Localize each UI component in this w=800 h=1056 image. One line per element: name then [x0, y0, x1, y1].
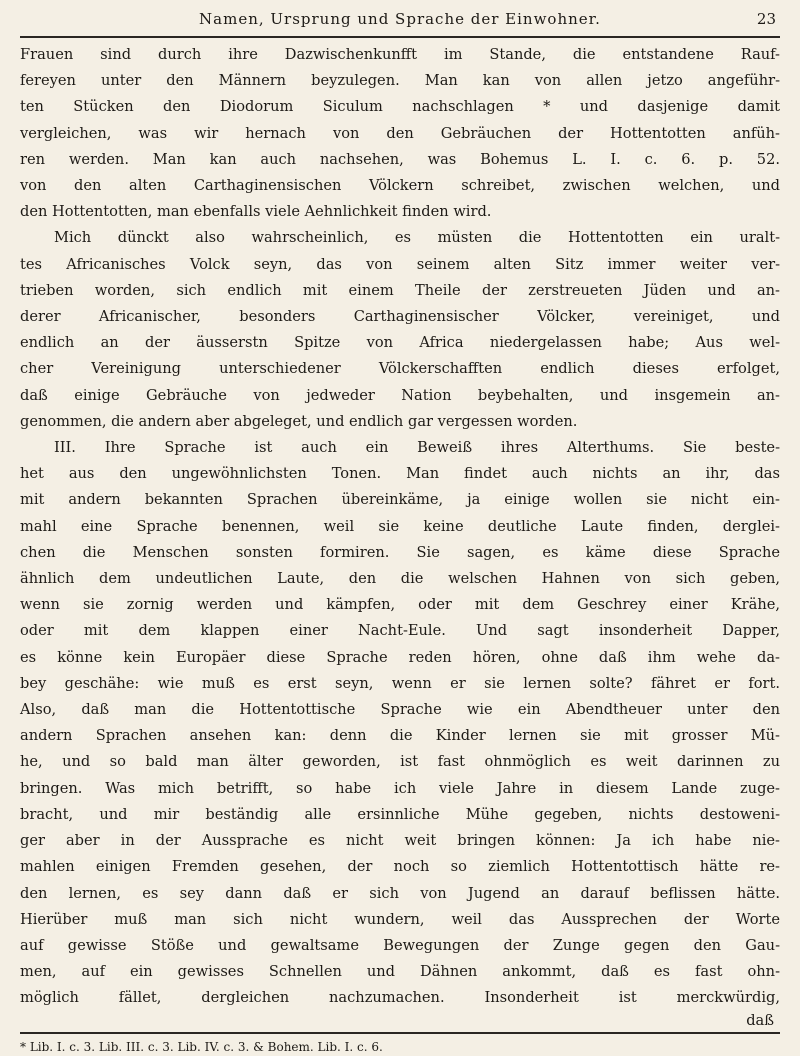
text-line: genommen, die andern aber abgeleget, und endlich gar vergessen worden.: [20, 412, 578, 430]
text-line: cher Vereinigung unterschiedener Völckerschafften endlich dieses erfolget,: [20, 360, 780, 378]
page-header: [20, 4, 780, 38]
text-line: bringen. Was mich betrifft, so habe ich viele Jahre in diesem Lande zuge-: [20, 779, 780, 797]
text-line: Hierüber muß man sich nicht wundern, weil das Aussprechen der Worte: [20, 910, 780, 928]
catchword: daß: [746, 1011, 774, 1029]
page-number: 23: [756, 10, 776, 28]
text-line: bracht, und mir beständig alle ersinnliche Mühe gegeben, nichts destoweni-: [20, 805, 780, 823]
text-line: chen die Menschen sonsten formiren. Sie sagen, es käme diese Sprache: [20, 543, 780, 561]
text-line: Also, daß man die Hottentottische Sprache wie ein Abendtheuer unter den: [20, 701, 780, 719]
text-line: oder mit dem klappen einer Nacht-Eule. Und sagt insonderheit Dapper,: [20, 622, 780, 640]
text-line: wenn sie zornig werden und kämpfen, oder mit dem Geschrey einer Krähe,: [20, 596, 780, 614]
text-line: daß einige Gebräuche von jedweder Nation beybehalten, und insgemein an-: [20, 386, 780, 404]
text-line: möglich fället, dergleichen nachzumachen. Insonderheit ist merckwürdig,: [20, 989, 780, 1007]
text-line: he, und so bald man älter geworden, ist fast ohnmöglich es weit darinnen zu: [20, 753, 780, 771]
text-line: mit andern bekannten Sprachen übereinkäme, ja einige wollen sie nicht ein-: [20, 491, 780, 509]
running-head: Namen, Ursprung und Sprache der Einwohner.: [199, 10, 601, 28]
text-line: ten Stücken den Diodorum Siculum nachschlagen * und dasjenige damit: [20, 98, 780, 116]
text-line: es könne kein Europäer diese Sprache reden hören, ohne daß ihm wehe da-: [20, 648, 780, 666]
text-line: den Hottentotten, man ebenfalls viele Aehnlichkeit finden wird.: [20, 203, 492, 221]
text-line: ren werden. Man kan auch nachsehen, was Bohemus L. I. c. 6. p. 52.: [20, 150, 780, 168]
text-line: tes Africanisches Volck seyn, das von seinem alten Sitz immer weiter ver-: [20, 255, 780, 273]
text-line: mahl eine Sprache benennen, weil sie keine deutliche Laute finden, derglei-: [20, 517, 780, 535]
text-line: bey geschähe: wie muß es erst seyn, wenn er sie lernen solte? fähret er fort.: [20, 674, 780, 692]
footnote-rule: [20, 1032, 780, 1034]
text-line: von den alten Carthaginensischen Völckern schreibet, zwischen welchen, und: [20, 177, 780, 195]
text-line: men, auf ein gewisses Schnellen und Dähnen ankommt, daß es fast ohn-: [20, 963, 780, 981]
text-line: het aus den ungewöhnlichsten Tonen. Man findet auch nichts an ihr, das: [20, 465, 780, 483]
text-line: auf gewisse Stöße und gewaltsame Bewegungen der Zunge gegen den Gau-: [20, 936, 780, 954]
text-line: andern Sprachen ansehen kan: denn die Kinder lernen sie mit grosser Mü-: [20, 727, 780, 745]
book-page: [20, 0, 780, 1054]
text-line: mahlen einigen Fremden gesehen, der noch so ziemlich Hottentottisch hätte re-: [20, 858, 780, 876]
footnote: * Lib. I. c. 3. Lib. III. c. 3. Lib. IV. c. 3. & Bohem. Lib. I. c. 6.: [20, 1039, 383, 1054]
text-line: Mich dünckt also wahrscheinlich, es müsten die Hottentotten ein uralt-: [54, 229, 780, 247]
text-line: endlich an der äusserstn Spitze von Africa niedergelassen habe; Aus wel-: [20, 334, 780, 352]
text-line: vergleichen, was wir hernach von den Gebräuchen der Hottentotten anfüh-: [20, 124, 780, 142]
text-line: ger aber in der Aussprache es nicht weit bringen können: Ja ich habe nie-: [20, 832, 780, 850]
text-line: fereyen unter den Männern beyzulegen. Man kan von allen jetzo angeführ-: [20, 72, 780, 90]
text-line: ähnlich dem undeutlichen Laute, den die welschen Hahnen von sich geben,: [20, 570, 780, 588]
text-line: derer Africanischer, besonders Carthaginensischer Völcker, vereiniget, und: [20, 308, 780, 326]
text-line: III. Ihre Sprache ist auch ein Beweiß ihres Alterthums. Sie beste-: [54, 439, 780, 457]
text-line: trieben worden, sich endlich mit einem Theile der zerstreueten Jüden und an-: [20, 281, 780, 299]
body-text: [20, 42, 780, 1012]
text-line: den lernen, es sey dann daß er sich von Jugend an darauf beflissen hätte.: [20, 884, 780, 902]
text-line: Frauen sind durch ihre Dazwischenkunfft im Stande, die entstandene Rauf-: [20, 46, 780, 63]
